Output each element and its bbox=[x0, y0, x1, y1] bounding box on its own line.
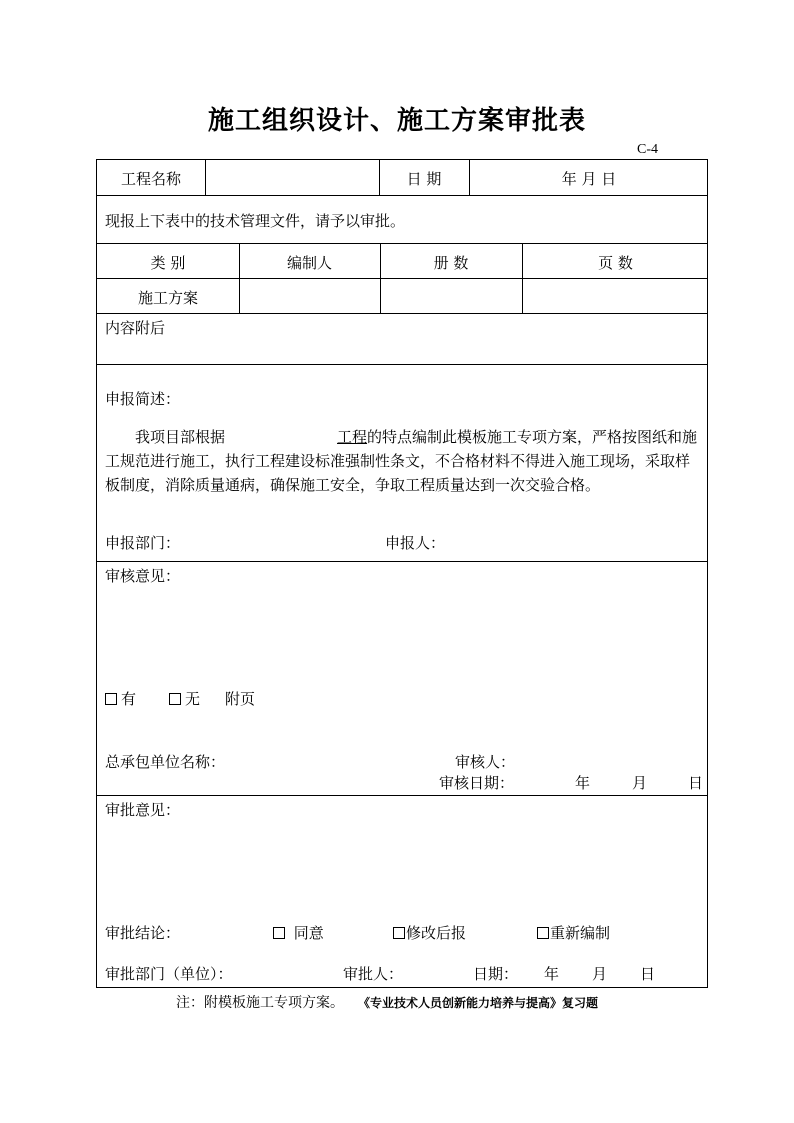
volumes-field[interactable] bbox=[382, 279, 520, 313]
approve-option[interactable] bbox=[273, 922, 324, 943]
checkbox-icon[interactable] bbox=[169, 693, 181, 705]
footnote bbox=[176, 992, 598, 1012]
date-field[interactable]: 年 月 日 bbox=[561, 170, 617, 188]
row-divider bbox=[97, 561, 707, 562]
column-header-category: 类 别 bbox=[150, 254, 186, 272]
column-header-volumes: 册 数 bbox=[433, 254, 469, 272]
intro-text: 现报上下表中的技术管理文件，请予以审批。 bbox=[105, 212, 406, 230]
attachment-no-option[interactable] bbox=[169, 688, 200, 709]
review-year-label: 年 bbox=[575, 774, 591, 792]
row-divider bbox=[97, 795, 707, 796]
row-divider bbox=[97, 195, 707, 196]
declaration-underlined-project: 工程 bbox=[337, 428, 368, 446]
checkbox-icon[interactable] bbox=[273, 927, 285, 939]
content-attached-text: 内容附后 bbox=[105, 319, 166, 337]
declarant-label: 申报人： bbox=[385, 534, 446, 552]
footnote-text: 注：附模板施工专项方案。 bbox=[176, 995, 344, 1011]
checkbox-icon[interactable] bbox=[537, 927, 549, 939]
approval-form-table bbox=[96, 159, 708, 988]
checkbox-icon[interactable] bbox=[393, 927, 405, 939]
approver-label: 审批人： bbox=[343, 965, 404, 983]
approval-dept-label: 审批部门（单位）： bbox=[105, 965, 233, 983]
row-divider bbox=[97, 313, 707, 314]
revise-label: 修改后报 bbox=[406, 924, 467, 942]
footnote-extra-text: 《专业技术人员创新能力培养与提高》复习题 bbox=[364, 996, 599, 1010]
review-month-label: 月 bbox=[632, 774, 648, 792]
contractor-name-label: 总承包单位名称： bbox=[105, 753, 226, 771]
approval-date-label: 日期： bbox=[473, 965, 519, 983]
declaration-text-start: 我项目部根据 bbox=[135, 428, 226, 446]
declaration-paragraph bbox=[105, 425, 703, 497]
col-divider bbox=[205, 160, 206, 195]
redo-label: 重新编制 bbox=[550, 924, 611, 942]
project-name-label: 工程名称 bbox=[120, 170, 181, 188]
reviewer-label: 审核人： bbox=[455, 753, 516, 771]
attachment-page-label: 附页 bbox=[225, 690, 256, 708]
approval-day-label: 日 bbox=[640, 965, 656, 983]
revise-option[interactable] bbox=[393, 922, 466, 943]
declaring-dept-label: 申报部门： bbox=[105, 534, 181, 552]
column-header-author: 编制人 bbox=[286, 254, 332, 272]
project-name-field[interactable] bbox=[207, 160, 377, 195]
attachment-yes-label: 有 bbox=[121, 690, 137, 708]
row-divider bbox=[97, 243, 707, 244]
redo-option[interactable] bbox=[537, 922, 610, 943]
date-label: 日 期 bbox=[406, 170, 442, 188]
approval-month-label: 月 bbox=[592, 965, 608, 983]
author-field[interactable] bbox=[241, 279, 379, 313]
review-opinion-label: 审核意见： bbox=[105, 567, 181, 585]
row-divider bbox=[97, 364, 707, 365]
form-title: 施工组织设计、施工方案审批表 bbox=[207, 106, 586, 136]
attachment-no-label: 无 bbox=[185, 690, 201, 708]
attachment-yes-option[interactable] bbox=[105, 688, 136, 709]
approve-label: 同意 bbox=[293, 924, 324, 942]
declaration-label: 申报简述： bbox=[105, 390, 181, 408]
checkbox-icon[interactable] bbox=[105, 693, 117, 705]
column-header-pages: 页 数 bbox=[598, 254, 633, 272]
review-date-label: 审核日期： bbox=[439, 774, 515, 792]
approval-year-label: 年 bbox=[544, 965, 560, 983]
category-value: 施工方案 bbox=[137, 289, 198, 307]
approval-opinion-label: 审批意见： bbox=[105, 801, 181, 819]
form-code: C-4 bbox=[637, 142, 658, 157]
pages-field[interactable] bbox=[524, 279, 707, 313]
review-day-label: 日 bbox=[688, 774, 704, 792]
approval-conclusion-label: 审批结论： bbox=[105, 924, 181, 942]
declaration-text-rest: 的特点编制此模板施工专项方案，严格按图纸和施工规范进行施工，执行工程建设标准强制性条文，不合格材料不得进入施工现场，采取样板制度，消除质量通病，确保施工安全，争取工程质量达到一次交验合格。 bbox=[105, 428, 698, 494]
